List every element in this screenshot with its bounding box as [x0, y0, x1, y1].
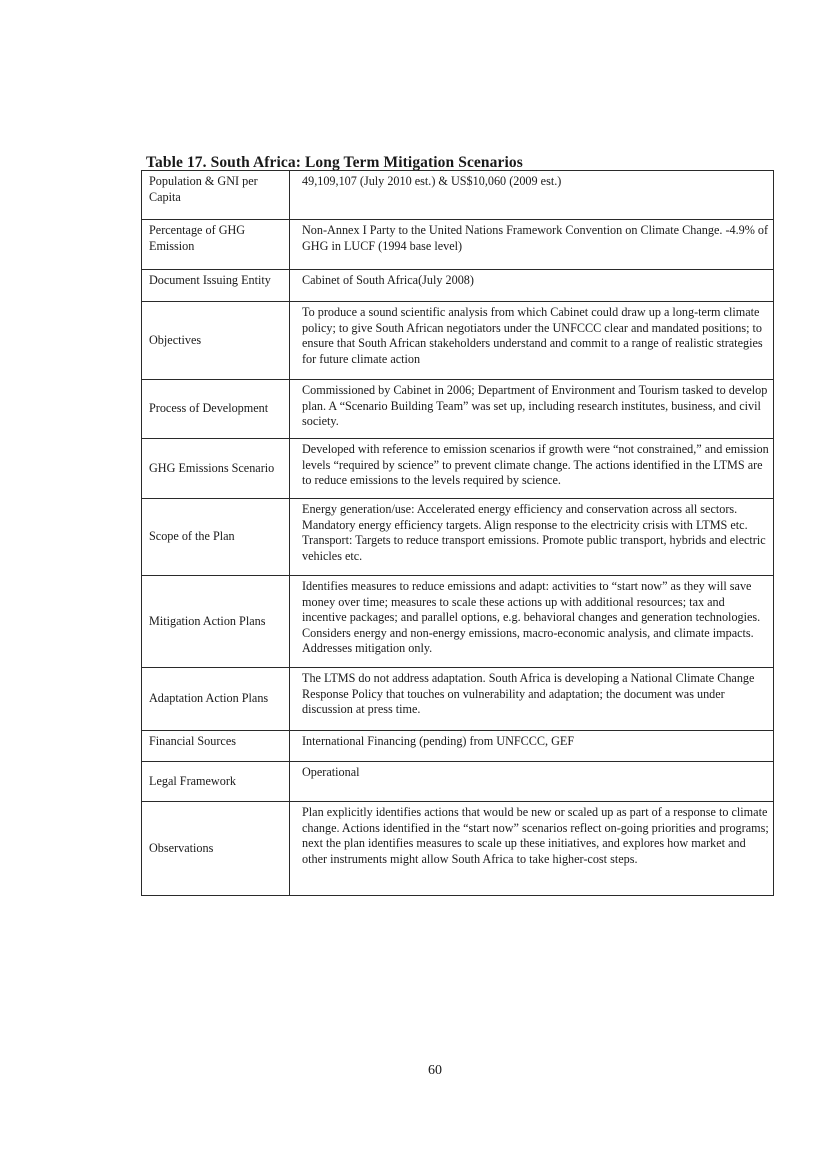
table-title: Table 17. South Africa: Long Term Mitigation Scenarios: [146, 154, 523, 171]
row-value-issuing-entity: Cabinet of South Africa(July 2008): [290, 270, 774, 302]
row-label-issuing-entity: Document Issuing Entity: [142, 270, 290, 302]
row-value-legal: Operational: [290, 762, 774, 802]
row-value-scope: Energy generation/use: Accelerated energy efficiency and conservation across all sectors. Mandatory energy efficiency targets. Align response to the electricity crisis with LTMS etc. Transport: Targets to reduce transport emissions. Promote public transport, hybrids and electric vehicles etc.: [290, 499, 774, 576]
table-row: [142, 171, 774, 220]
row-value-observations: Plan explicitly identifies actions that would be new or scaled up as part of a response to climate change. Actions identified in the “start now” scenarios reflect on-going priorities and programs; next the plan identifies measures to scale up these initiatives, and explores how market and other instruments might allow South Africa to take higher-cost steps.: [290, 802, 774, 896]
row-label-financial: Financial Sources: [142, 731, 290, 762]
row-label-process: Process of Development: [142, 380, 290, 439]
table-row: [142, 576, 774, 668]
mitigation-scenarios-table: [141, 170, 774, 896]
row-label-objectives: Objectives: [142, 302, 290, 380]
table-row: [142, 668, 774, 731]
table-row: [142, 731, 774, 762]
row-label-legal: Legal Framework: [142, 762, 290, 802]
row-value-ghg-scenario: Developed with reference to emission scenarios if growth were “not constrained,” and emission levels “required by science” to prevent climate change. The actions identified in the LTMS are to reduce emissions to the levels required by science.: [290, 439, 774, 499]
row-label-ghg-percentage: Percentage of GHG Emission: [142, 220, 290, 270]
row-value-mitigation: Identifies measures to reduce emissions and adapt: activities to “start now” as they will save money over time; measures to scale these actions up with additional resources; tax and incentive packages; and parallel options, e.g. behavioral changes and generation technologies. Considers energy and non-energy emissions, macro-economic analysis, and climate impacts. Addresses mitigation only.: [290, 576, 774, 668]
row-label-mitigation: Mitigation Action Plans: [142, 576, 290, 668]
row-value-ghg-percentage: Non-Annex I Party to the United Nations Framework Convention on Climate Change. -4.9% of GHG in LUCF (1994 base level): [290, 220, 774, 270]
row-label-ghg-scenario: GHG Emissions Scenario: [142, 439, 290, 499]
row-value-objectives: To produce a sound scientific analysis from which Cabinet could draw up a long-term climate policy; to give South African negotiators under the UNFCCC clear and mandated positions; to ensure that South African stakeholders understand and commit to a range of realistic strategies for future climate action: [290, 302, 774, 380]
table-row: [142, 380, 774, 439]
row-value-financial: International Financing (pending) from UNFCCC, GEF: [290, 731, 774, 762]
row-value-adaptation: The LTMS do not address adaptation. South Africa is developing a National Climate Change Response Policy that touches on vulnerability and adaptation; the document was under discussion at press time.: [290, 668, 774, 731]
table-row: [142, 802, 774, 896]
row-value-process: Commissioned by Cabinet in 2006; Department of Environment and Tourism tasked to develop plan. A “Scenario Building Team” was set up, including research institutes, business, and civil society.: [290, 380, 774, 439]
row-label-scope: Scope of the Plan: [142, 499, 290, 576]
table-row: [142, 499, 774, 576]
row-label-population: Population & GNI per Capita: [142, 171, 290, 220]
table-row: [142, 302, 774, 380]
row-label-adaptation: Adaptation Action Plans: [142, 668, 290, 731]
table-row: [142, 220, 774, 270]
row-value-population: 49,109,107 (July 2010 est.) & US$10,060 (2009 est.): [290, 171, 774, 220]
table-row: [142, 270, 774, 302]
page-number: 60: [428, 1063, 442, 1078]
row-label-observations: Observations: [142, 802, 290, 896]
table-row: [142, 762, 774, 802]
table-row: [142, 439, 774, 499]
